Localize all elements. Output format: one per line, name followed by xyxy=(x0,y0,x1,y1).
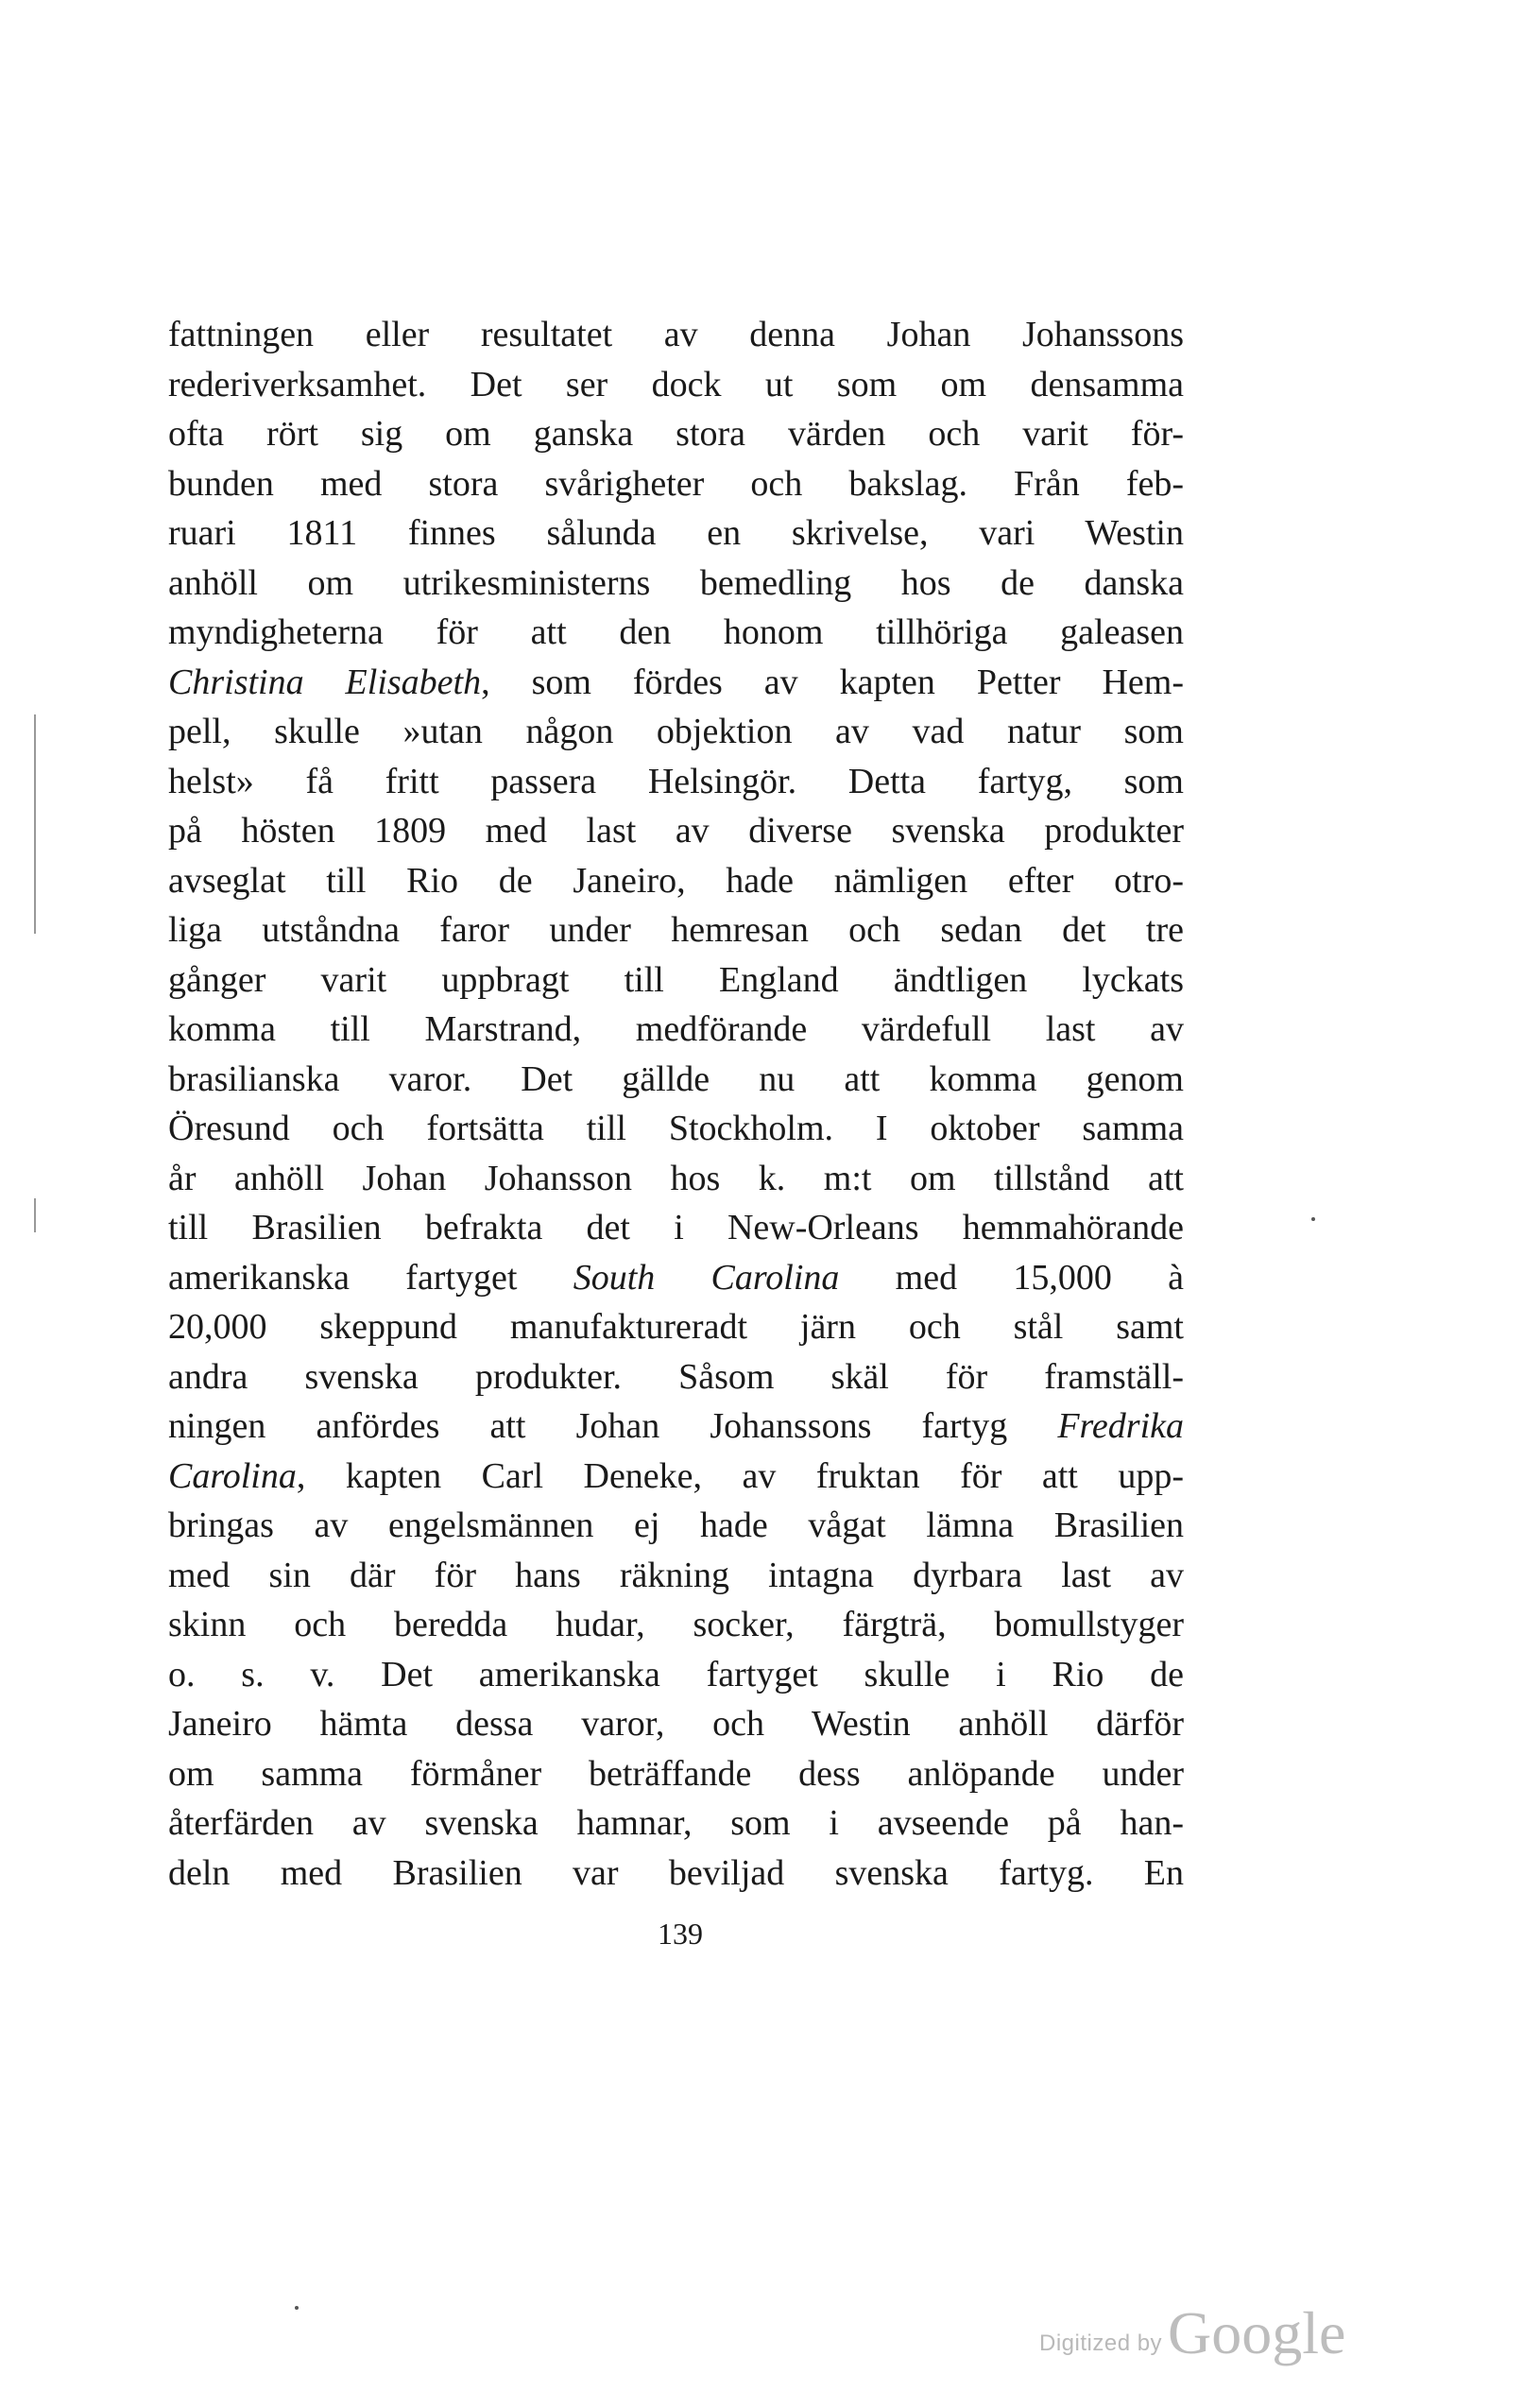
text-segment: bringas av engelsmännen ej hade vågat lämna Brasilien xyxy=(168,1505,1184,1545)
text-segment: anhöll om utrikesministerns bemedling hos de danska xyxy=(168,562,1184,603)
text-segment: återfärden av svenska hamnar, som i avseende på han- xyxy=(168,1803,1184,1843)
text-segment: till Brasilien befrakta det i New-Orleans hemmahörande xyxy=(168,1208,1184,1247)
text-segment: rederiverksamhet. Det ser dock ut som om densamma xyxy=(168,364,1184,404)
text-line xyxy=(168,1203,1184,1253)
text-segment: o. s. v. Det amerikanska fartyget skulle i Rio de xyxy=(168,1654,1184,1694)
text-segment: deln med Brasilien var beviljad svenska fartyg. En xyxy=(168,1852,1184,1893)
text-segment: andra svenska produkter. Såsom skäl för framställ- xyxy=(168,1356,1184,1397)
text-line xyxy=(168,360,1184,410)
text-line xyxy=(168,1154,1184,1204)
italic-ship-name: Carolina xyxy=(168,1455,297,1496)
text-segment: liga utståndna faror under hemresan och sedan det tre xyxy=(168,910,1184,950)
scan-speck xyxy=(1311,1217,1315,1221)
text-segment: 20,000 skeppund manufaktureradt järn och stål samt xyxy=(168,1307,1184,1347)
text-line xyxy=(168,1352,1184,1402)
text-line xyxy=(168,1005,1184,1055)
text-segment: Öresund och fortsätta till Stockholm. I oktober samma xyxy=(168,1109,1184,1148)
text-segment: gånger varit uppbragt till England ändtligen lyckats xyxy=(168,959,1184,1000)
text-line xyxy=(168,658,1184,708)
text-line xyxy=(168,1452,1184,1502)
watermark-digitized-by: Digitized by xyxy=(1039,2331,1163,2356)
text-line xyxy=(168,905,1184,955)
text-line xyxy=(168,707,1184,757)
body-text xyxy=(168,310,1184,1898)
text-segment: med sin där för hans räkning intagna dyrbara last av xyxy=(168,1555,1184,1595)
scan-speck xyxy=(295,2306,299,2310)
text-line xyxy=(168,559,1184,609)
text-line xyxy=(168,1501,1184,1551)
text-line xyxy=(168,1749,1184,1799)
text-segment: , kapten Carl Deneke, av fruktan för att upp- xyxy=(296,1455,1184,1496)
text-segment: om samma förmåner beträffande dess anlöpande under xyxy=(168,1753,1184,1794)
text-segment: år anhöll Johan Johansson hos k. m:t om tillstånd att xyxy=(168,1158,1184,1198)
text-line xyxy=(168,1253,1184,1303)
text-segment: skinn och beredda hudar, socker, färgträ, bomullstyger xyxy=(168,1605,1184,1644)
italic-ship-name: Christina Elisabeth xyxy=(168,662,482,702)
page-number: 139 xyxy=(658,1917,703,1951)
text-segment: brasilianska varor. Det gällde nu att komma genom xyxy=(168,1058,1184,1099)
text-segment: amerikanska fartyget xyxy=(168,1257,573,1298)
text-segment: komma till Marstrand, medförande värdefull last av xyxy=(168,1009,1184,1049)
italic-ship-name: Fredrika xyxy=(1057,1406,1184,1446)
text-segment: ofta rört sig om ganska stora värden och varit för- xyxy=(168,414,1184,454)
text-segment: fattningen eller resultatet av denna Johan Johanssons xyxy=(168,315,1184,354)
text-segment: ningen anfördes att Johan Johanssons fartyg xyxy=(168,1406,1058,1446)
text-line xyxy=(168,508,1184,559)
text-line xyxy=(168,806,1184,856)
text-segment: helst» få fritt passera Helsingör. Detta fartyg, som xyxy=(168,761,1184,801)
italic-ship-name: South Carolina xyxy=(573,1257,840,1298)
text-line xyxy=(168,1600,1184,1650)
text-line xyxy=(168,459,1184,509)
text-line xyxy=(168,955,1184,1006)
text-segment: , som fördes av kapten Petter Hem- xyxy=(481,662,1185,702)
text-line xyxy=(168,608,1184,658)
watermark-google-logo: Google xyxy=(1168,2299,1346,2366)
text-segment: med 15,000 à xyxy=(839,1257,1184,1298)
text-line xyxy=(168,1055,1184,1105)
text-line xyxy=(168,409,1184,459)
text-line xyxy=(168,1551,1184,1601)
text-line xyxy=(168,1302,1184,1352)
scan-margin-mark xyxy=(34,714,36,934)
text-line xyxy=(168,1798,1184,1849)
text-line xyxy=(168,1402,1184,1452)
text-line xyxy=(168,1104,1184,1154)
text-line xyxy=(168,757,1184,807)
text-segment: myndigheterna för att den honom tillhöriga galeasen xyxy=(168,612,1184,652)
text-segment: ruari 1811 finnes sålunda en skrivelse, vari Westin xyxy=(168,513,1184,553)
text-segment: på hösten 1809 med last av diverse svenska produkter xyxy=(168,811,1184,851)
text-segment: avseglat till Rio de Janeiro, hade nämligen efter otro- xyxy=(168,860,1184,901)
text-line xyxy=(168,1849,1184,1899)
text-line xyxy=(168,1699,1184,1749)
text-line xyxy=(168,856,1184,906)
text-line xyxy=(168,1650,1184,1700)
text-segment: pell, skulle »utan någon objektion av vad natur som xyxy=(168,712,1184,751)
scan-margin-mark xyxy=(34,1198,36,1232)
digitized-watermark xyxy=(1039,2298,1360,2374)
text-line xyxy=(168,310,1184,360)
text-segment: bunden med stora svårigheter och bakslag. Från feb- xyxy=(168,463,1184,504)
text-segment: Janeiro hämta dessa varor, och Westin anhöll därför xyxy=(168,1704,1184,1744)
